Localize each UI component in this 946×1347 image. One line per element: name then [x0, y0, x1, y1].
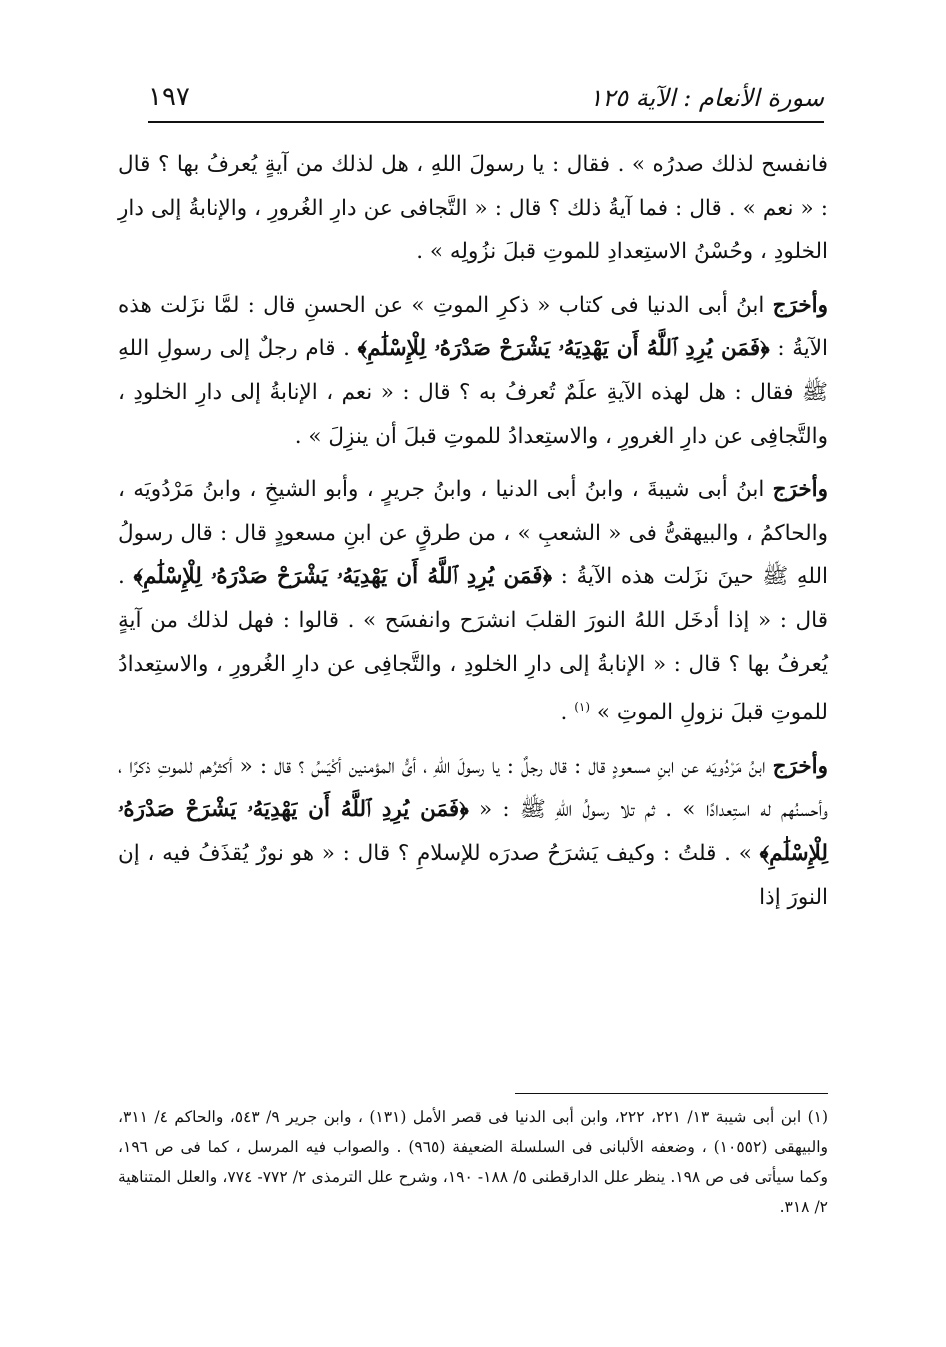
footnotes — [118, 1102, 828, 1222]
paragraph-2-text-a: ابنُ أبى الدنيا فى كتاب « ذكرِ الموتِ » عن الحسنِ قال : لمَّا نزَلت هذه الآيةُ : — [118, 292, 828, 362]
page-number: ١٩٧ — [148, 82, 190, 112]
paragraph-4 — [118, 745, 828, 919]
paragraph-1 — [118, 143, 828, 274]
paragraph-2-lead: وأخرَج — [772, 292, 828, 318]
paragraph-4-lead: وأخرَج — [772, 753, 828, 779]
paragraph-2-text-b: . قام رجلٌ إلى رسولِ اللهِ ﷺ فقال : هل لهذه الآيةِ علَمٌ تُعرفُ به ؟ قال : « نعم ، الإنابةُ إلى دارِ الخلودِ ، والتَّجافِى عن دارِ الغرورِ ، والاستِعدادُ للموتِ قبلَ أن ينزِلَ » . — [118, 336, 828, 449]
paragraph-3-text-a: ابنُ أبى شيبةَ ، وابنُ أبى الدنيا ، وابنُ جريرٍ ، وأبو الشيخِ ، وابنُ مَرْدُويَه ، والحاكمُ ، والبيهقىُّ فى « الشعبِ » ، من طرقٍ عن ابنِ مسعودٍ قال : قال رسولُ اللهِ ﷺ حينَ نزَلت هذه الآيةُ : — [118, 477, 828, 590]
page-header — [148, 62, 824, 122]
header-rule — [148, 121, 824, 123]
main-text — [118, 143, 828, 929]
running-title: سورة الأنعام : الآية ١٢٥ — [589, 84, 824, 112]
paragraph-1-text: فانفسح لذلك صدرُه » . فقال : يا رسولَ اللهِ ، هل لذلك من آيةٍ يُعرفُ بها ؟ قال : « نعم » . قال : فما آيةُ ذلك ؟ قال : « التَّجافى عن دارِ الغُرورِ ، والإنابةُ إلى دارِ الخلودِ ، وحُسْنُ الاستِعدادِ للموتِ قبلَ نزُولِه » . — [118, 152, 828, 265]
footnote-1: (١) ابن أبى شيبة ١٣/ ٢٢١، ٢٢٢، وابن أبى الدنيا فى قصر الأمل (١٣١) ، وابن جرير ٩/ ٥٤٣، والحاكم ٤/ ٣١١، والبيهقى (١٠٥٥٢) ، وضعفه الألبانى فى السلسلة الضعيفة (٩٦٥) . والصواب فيه المرسل ، كما فى ص ١٩٦، وكما سيأتى فى ص ١٩٨. ينظر علل الدارقطنى ٥/ ١٨٨- ١٩٠، وشرح علل الترمذى ٢/ ٧٧٢- ٧٧٤، والعلل المتناهية ٢/ ٣١٨. — [118, 1108, 829, 1216]
paragraph-2 — [118, 284, 828, 458]
quran-verse: ﴿فَمَن يُرِدِ ٱللَّهُ أَن يَهْدِيَهُۥ يَشْرَحْ صَدْرَهُۥ لِلْإِسْلَٰمِ﴾ — [133, 564, 553, 590]
paragraph-4-text-a: ابنُ مَرْدُويَه عن ابنِ مسعودٍ قال : قال رجلٌ : يا رسولَ اللهِ ، أىُّ المؤمنين أكْيَسُ ؟ قال : « أكثرُهم للموتِ ذكرًا ، وأحسنُهم له استِعدادًا » . ثم تلا رسولُ اللهِ ﷺ : « — [118, 753, 828, 823]
footnote-marker[interactable]: (١) — [574, 700, 591, 715]
paragraph-4-text-b: » . قلتُ : وكيف يَشرَحُ صدرَه للإسلامِ ؟ قال : « هو نورٌ يُقذَفُ فيه ، إن النورَ إذا — [118, 841, 828, 910]
paragraph-3-text-b: . قال : « إذا أدخَل اللهُ النورَ القلبَ انشرَح وانفسَح » . قالوا : فهل لذلك من آيةٍ يُعرفُ بها ؟ قال : « الإنابةُ إلى دارِ الخلودِ ، والتَّجافِى عن دارِ الغُرورِ ، والاستِعدادُ للموتِ قبلَ نزولِ الموتِ » — [118, 564, 828, 726]
paragraph-3 — [118, 468, 828, 735]
quran-verse: ﴿فَمَن يُرِدِ ٱللَّهُ أَن يَهْدِيَهُۥ يَشْرَحْ صَدْرَهُۥ لِلْإِسْلَٰمِ﴾ — [357, 336, 770, 362]
quran-verse: ﴿فَمَن يُرِدِ ٱللَّهُ أَن يَهْدِيَهُۥ يَشْرَحْ صَدْرَهُۥ لِلْإِسْلَٰمِ﴾ — [118, 797, 828, 867]
paragraph-3-lead: وأخرَج — [772, 477, 828, 503]
footnote-rule — [515, 1093, 828, 1094]
paragraph-3-text-c: . — [560, 700, 575, 726]
